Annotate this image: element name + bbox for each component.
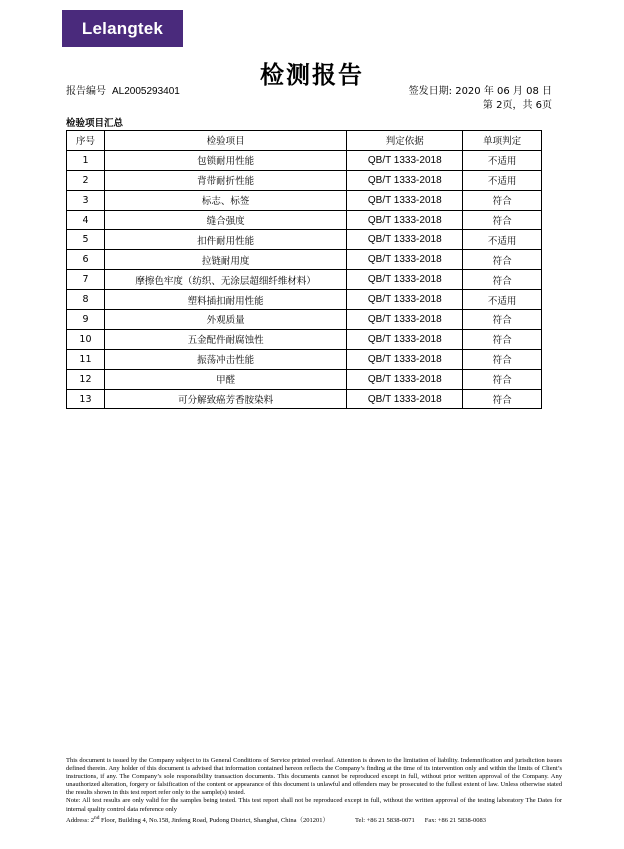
table-row (67, 349, 542, 369)
column-header-standard: 判定依据 (347, 131, 463, 151)
result-cell: 符合 (463, 349, 542, 369)
result-cell: 符合 (463, 270, 542, 290)
row-number-cell: 7 (67, 270, 105, 290)
table-row (67, 190, 542, 210)
table-header-row (67, 131, 542, 151)
table-row (67, 290, 542, 310)
standard-cell: QB/T 1333-2018 (347, 290, 463, 310)
result-cell: 符合 (463, 369, 542, 389)
disclaimer-text: This document is issued by the Company subject to its General Conditions of Service printed overleaf. Attention is drawn to the limitation of liability. Indemnification and jurisdiction issues defined therein. Any holder of this document is advised that information contained hereon reflects the Company’s finding at the time of its intervention only and within the limits of Client’s instructions, if any. The Company’s sole responsibility transaction documents. This documents cannot be reproduced except in full, without prior written approval of the Company. Any unauthorized alteration, forgery or falsification of the content or appearance of this document is unlawful and offenders may be prosecuted to the fullest extent of law. Unless otherwise stated the results shown in this test report refer only to the sample(s) tested. (66, 757, 562, 797)
column-header-item: 检验项目 (104, 131, 346, 151)
test-item-cell: 五金配件耐腐蚀性 (104, 329, 346, 349)
row-number-cell: 4 (67, 210, 105, 230)
report-number (66, 82, 180, 97)
column-header-no: 序号 (67, 131, 105, 151)
standard-cell: QB/T 1333-2018 (347, 190, 463, 210)
result-cell: 符合 (463, 310, 542, 330)
test-item-cell: 振荡冲击性能 (104, 349, 346, 369)
table-row (67, 270, 542, 290)
row-number-cell: 10 (67, 329, 105, 349)
test-item-cell: 甲醛 (104, 369, 346, 389)
page-title: 检测报告 (260, 61, 364, 89)
test-item-cell: 包锁耐用性能 (104, 150, 346, 170)
address-line (66, 814, 562, 825)
test-item-cell: 可分解致癌芳香胺染料 (104, 389, 346, 409)
row-number-cell: 5 (67, 230, 105, 250)
test-item-cell: 背带耐折性能 (104, 170, 346, 190)
address-label: Address: (66, 816, 90, 824)
result-cell: 符合 (463, 250, 542, 270)
result-cell: 符合 (463, 389, 542, 409)
row-number-cell: 12 (67, 369, 105, 389)
row-number-cell: 13 (67, 389, 105, 409)
standard-cell: QB/T 1333-2018 (347, 389, 463, 409)
test-item-cell: 标志、标签 (104, 190, 346, 210)
report-number-value: AL2005293401 (112, 86, 180, 97)
test-item-cell: 缝合强度 (104, 210, 346, 230)
standard-cell: QB/T 1333-2018 (347, 150, 463, 170)
row-number-cell: 6 (67, 250, 105, 270)
standard-cell: QB/T 1333-2018 (347, 210, 463, 230)
result-cell: 不适用 (463, 150, 542, 170)
logo-text: Lelangtek (81, 18, 164, 38)
table-row (67, 369, 542, 389)
standard-cell: QB/T 1333-2018 (347, 329, 463, 349)
address-text: Floor, Building 4, No.158, Jinfeng Road, Pudong District, Shanghai, China（201201） (99, 816, 329, 824)
row-number-cell: 11 (67, 349, 105, 369)
sign-date: 签发日期: 2020 年 06 月 08 日 (408, 86, 552, 97)
test-item-cell: 扣件耐用性能 (104, 230, 346, 250)
summary-table (66, 130, 542, 409)
test-item-cell: 拉链耐用度 (104, 250, 346, 270)
result-cell: 符合 (463, 329, 542, 349)
test-item-cell: 摩擦色牢度（纺织、无涂层超细纤维材料） (104, 270, 346, 290)
column-header-result: 单项判定 (463, 131, 542, 151)
result-cell: 不适用 (463, 290, 542, 310)
address-floor: 2 (90, 816, 94, 824)
table-row (67, 230, 542, 250)
standard-cell: QB/T 1333-2018 (347, 369, 463, 389)
table-row (67, 150, 542, 170)
report-number-label: 报告编号 (66, 86, 106, 97)
table-row (67, 310, 542, 330)
table-row (67, 170, 542, 190)
page-info: 第 2页，共 6页 (482, 100, 552, 111)
table-row (67, 329, 542, 349)
row-number-cell: 3 (67, 190, 105, 210)
test-item-cell: 塑料插扣耐用性能 (104, 290, 346, 310)
result-cell: 不适用 (463, 230, 542, 250)
section-title: 检验项目汇总 (66, 118, 124, 129)
standard-cell: QB/T 1333-2018 (347, 270, 463, 290)
table-row (67, 210, 542, 230)
row-number-cell: 2 (67, 170, 105, 190)
result-cell: 符合 (463, 190, 542, 210)
telephone: Tel: +86 21 5838-0071 (354, 816, 415, 824)
table-row (67, 389, 542, 409)
address-floor-suffix: nd (93, 814, 100, 821)
standard-cell: QB/T 1333-2018 (347, 170, 463, 190)
row-number-cell: 1 (67, 150, 105, 170)
test-item-cell: 外观质量 (104, 310, 346, 330)
fax: Fax: +86 21 5838-0083 (424, 816, 486, 824)
result-cell: 符合 (463, 210, 542, 230)
row-number-cell: 9 (67, 310, 105, 330)
standard-cell: QB/T 1333-2018 (347, 250, 463, 270)
standard-cell: QB/T 1333-2018 (347, 230, 463, 250)
table-row (67, 250, 542, 270)
row-number-cell: 8 (67, 290, 105, 310)
result-cell: 不适用 (463, 170, 542, 190)
footer-disclaimer (66, 757, 562, 825)
standard-cell: QB/T 1333-2018 (347, 349, 463, 369)
standard-cell: QB/T 1333-2018 (347, 310, 463, 330)
note-text: Note: All test results are only valid for the samples being tested. This test report shall not be reproduced except in full, without the written approval of the testing laboratory The Dates for internal quality control data reference only (66, 797, 562, 813)
company-logo (62, 10, 183, 47)
